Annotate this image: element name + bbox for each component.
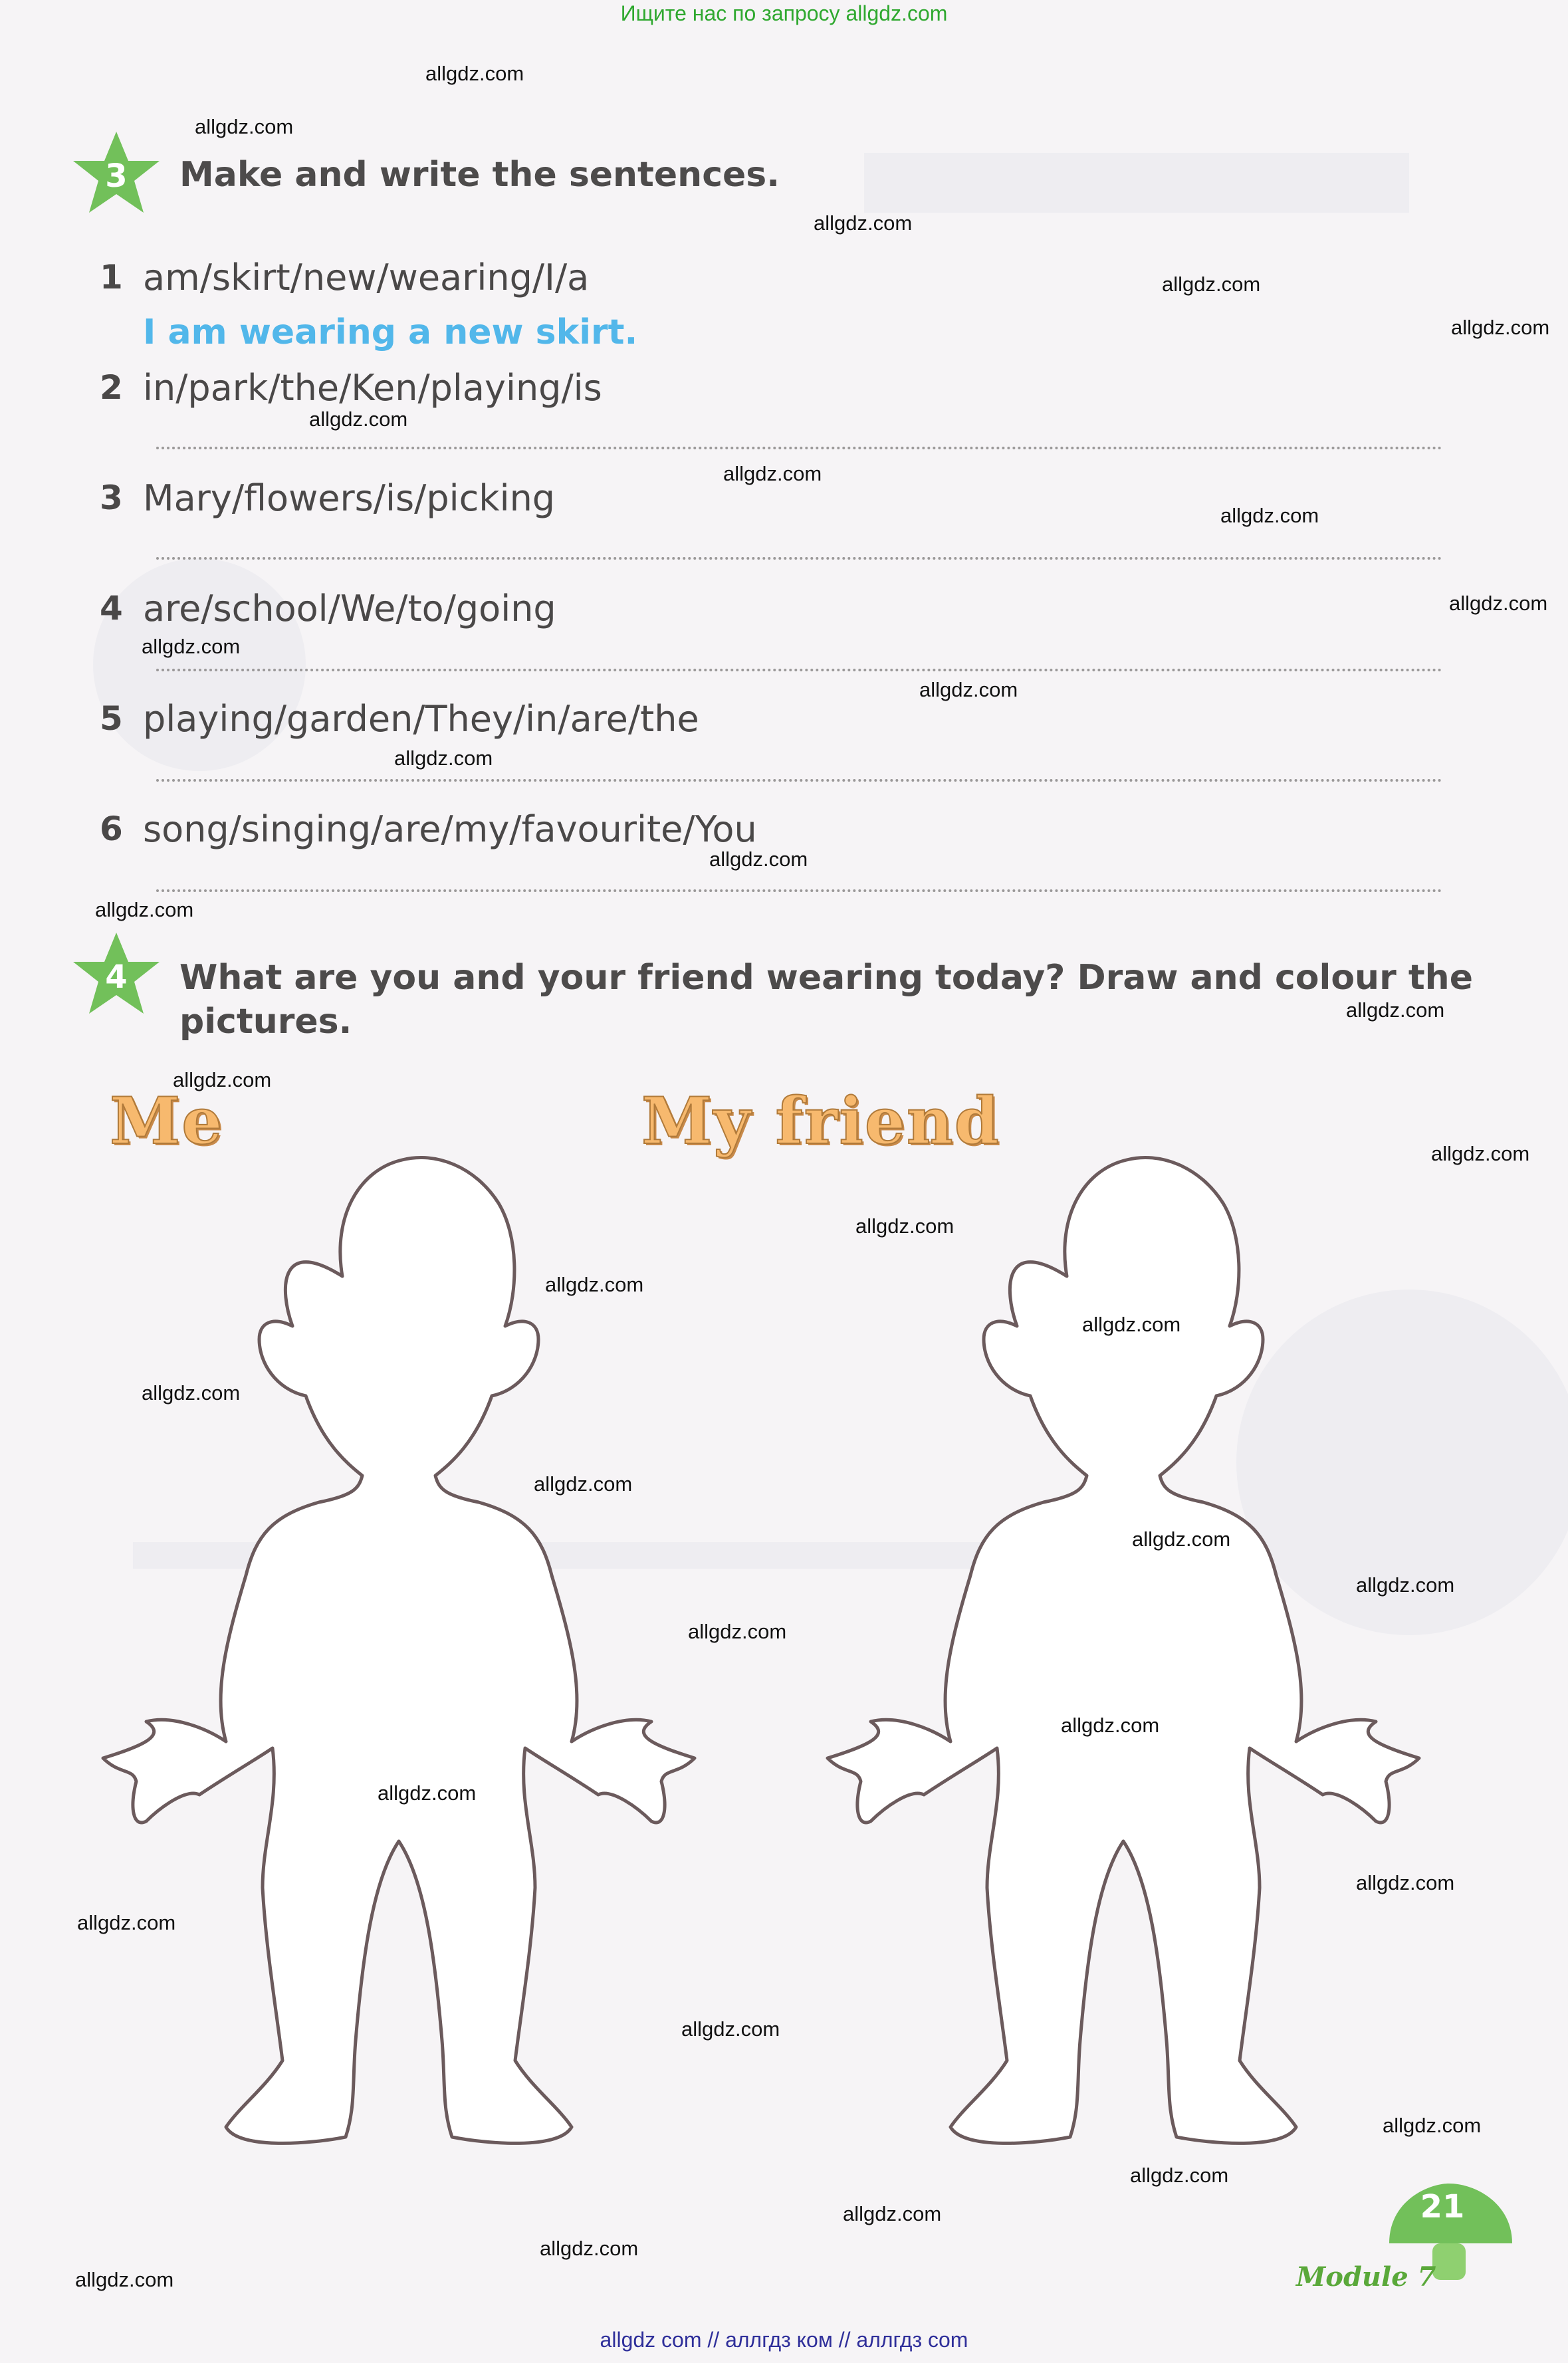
watermark[interactable]: allgdz.com bbox=[688, 1620, 787, 1643]
watermark[interactable]: allgdz.com bbox=[1132, 1527, 1231, 1551]
watermark[interactable]: allgdz.com bbox=[1162, 273, 1261, 296]
item-3-number: 3 bbox=[100, 479, 123, 517]
top-banner[interactable]: Ищите нас по запросу allgdz.com bbox=[620, 1, 948, 25]
watermark[interactable]: allgdz.com bbox=[1356, 1871, 1455, 1894]
watermark[interactable]: allgdz.com bbox=[1061, 1714, 1160, 1737]
watermark[interactable]: allgdz.com bbox=[919, 678, 1018, 701]
item-4-number: 4 bbox=[100, 589, 123, 627]
watermark[interactable]: allgdz.com bbox=[843, 2202, 942, 2225]
item-3-words: Mary/flowers/is/picking bbox=[143, 477, 556, 519]
watermark[interactable]: allgdz.com bbox=[540, 2237, 639, 2260]
watermark[interactable]: allgdz.com bbox=[814, 211, 913, 235]
item-3-answer-line[interactable] bbox=[156, 557, 1442, 560]
page-number: 21 bbox=[1420, 2188, 1465, 2225]
item-2-number: 2 bbox=[100, 368, 123, 407]
item-2-answer-line[interactable] bbox=[156, 447, 1442, 449]
item-6-words: song/singing/are/my/favourite/You bbox=[143, 808, 757, 850]
watermark[interactable]: allgdz.com bbox=[195, 115, 294, 138]
watermark[interactable]: allgdz.com bbox=[681, 2017, 780, 2041]
watermark[interactable]: allgdz.com bbox=[1356, 1573, 1455, 1597]
watermark[interactable]: allgdz.com bbox=[1383, 2114, 1482, 2137]
watermark[interactable]: allgdz.com bbox=[709, 847, 808, 871]
watermark[interactable]: allgdz.com bbox=[545, 1273, 644, 1296]
watermark[interactable]: allgdz.com bbox=[1346, 998, 1445, 1022]
exercise-3-badge bbox=[66, 126, 166, 226]
watermark[interactable]: allgdz.com bbox=[1220, 504, 1319, 527]
watermark[interactable]: allgdz.com bbox=[309, 407, 408, 431]
watermark[interactable]: allgdz.com bbox=[425, 62, 524, 85]
item-1-words: am/skirt/new/wearing/I/a bbox=[143, 257, 590, 298]
figure-outline-my-friend[interactable] bbox=[818, 1110, 1436, 2167]
watermark[interactable]: allgdz.com bbox=[534, 1472, 633, 1496]
exercise-3-instruction: Make and write the sentences. bbox=[179, 155, 780, 195]
item-5-answer-line[interactable] bbox=[156, 779, 1442, 782]
exercise-3-number: 3 bbox=[105, 158, 128, 195]
item-5-number: 5 bbox=[100, 699, 123, 738]
watermark[interactable]: allgdz.com bbox=[1082, 1313, 1181, 1336]
label-me: Me bbox=[110, 1083, 224, 1159]
watermark[interactable]: allgdz.com bbox=[394, 746, 493, 770]
exercise-4-instruction-line-2: pictures. bbox=[179, 1002, 352, 1042]
watermark[interactable]: allgdz.com bbox=[142, 635, 241, 658]
item-4-answer-line[interactable] bbox=[156, 669, 1442, 671]
item-2-words: in/park/the/Ken/playing/is bbox=[143, 367, 602, 409]
watermark[interactable]: allgdz.com bbox=[95, 898, 194, 921]
watermark[interactable]: allgdz.com bbox=[378, 1781, 477, 1805]
watermark[interactable]: allgdz.com bbox=[1449, 592, 1548, 615]
watermark[interactable]: allgdz.com bbox=[75, 2268, 174, 2291]
figure-outline-me[interactable] bbox=[93, 1110, 711, 2167]
watermark[interactable]: allgdz.com bbox=[1431, 1142, 1530, 1165]
item-1-number: 1 bbox=[100, 258, 123, 296]
item-4-words: are/school/We/to/going bbox=[143, 588, 556, 629]
exercise-4-badge bbox=[66, 927, 166, 1027]
item-6-number: 6 bbox=[100, 810, 123, 848]
item-6-answer-line[interactable] bbox=[156, 889, 1442, 892]
bottom-banner[interactable]: allgdz com // аллгдз ком // аллгдз com bbox=[600, 2328, 968, 2352]
watermark[interactable]: allgdz.com bbox=[173, 1068, 272, 1091]
watermark[interactable]: allgdz.com bbox=[1130, 2164, 1229, 2187]
item-1-answer: I am wearing a new skirt. bbox=[143, 312, 638, 352]
watermark[interactable]: allgdz.com bbox=[723, 462, 822, 485]
exercise-4-number: 4 bbox=[105, 958, 128, 996]
label-my-friend: My friend bbox=[641, 1083, 1000, 1159]
item-5-words: playing/garden/They/in/are/the bbox=[143, 698, 699, 740]
module-label: Module 7 bbox=[1296, 2261, 1436, 2293]
watermark[interactable]: allgdz.com bbox=[855, 1214, 954, 1238]
watermark[interactable]: allgdz.com bbox=[142, 1381, 241, 1405]
watermark[interactable]: allgdz.com bbox=[77, 1911, 176, 1934]
exercise-4-instruction-line-1: What are you and your friend wearing today? Draw and colour the bbox=[179, 958, 1473, 998]
watermark[interactable]: allgdz.com bbox=[1451, 316, 1550, 339]
